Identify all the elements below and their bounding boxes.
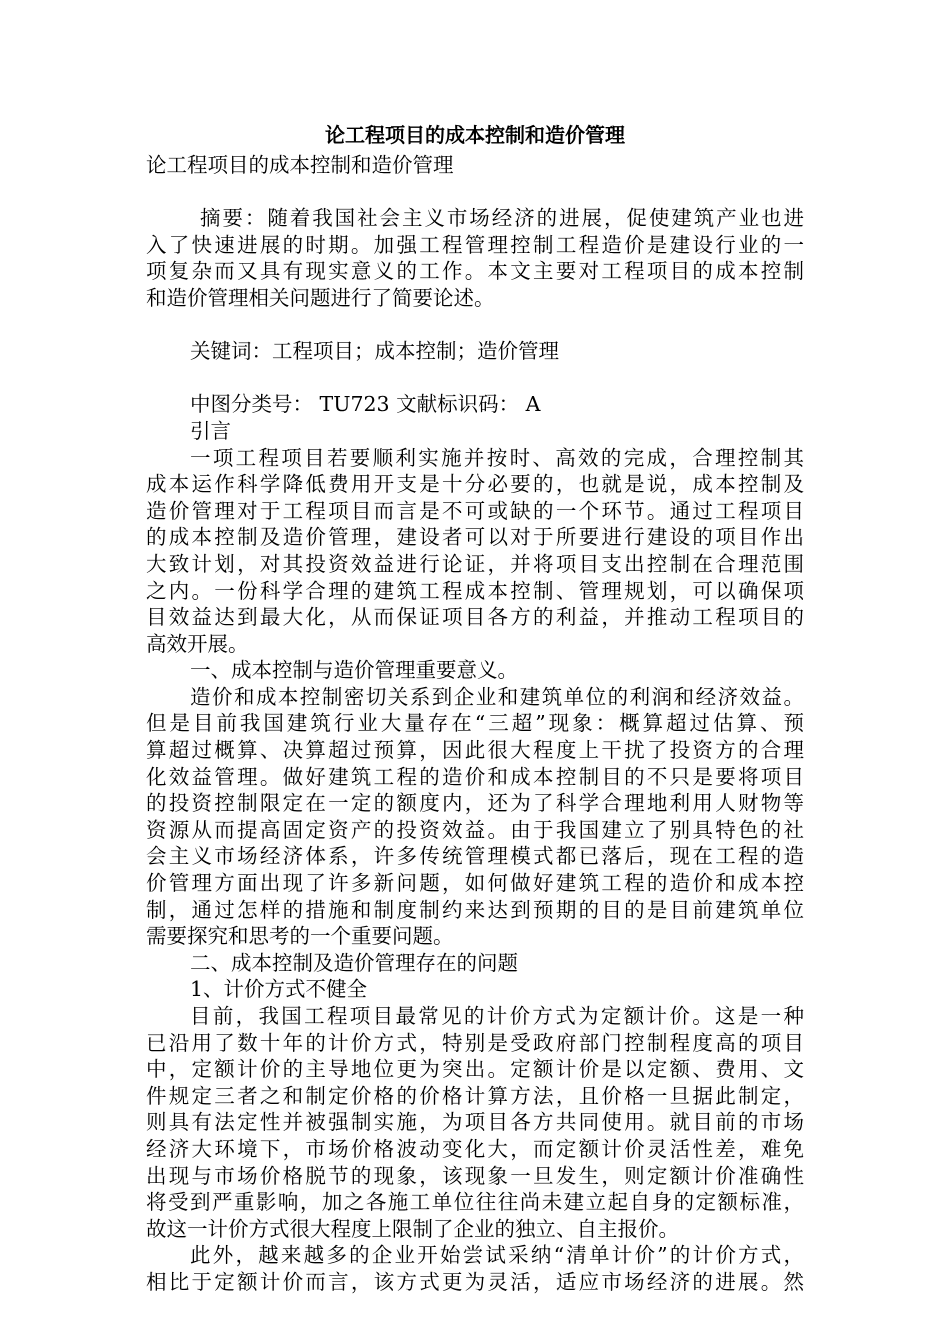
- paragraph-line: 出现与市场价格脱节的现象，该现象一旦发生，则定额计价准确性: [146, 1163, 804, 1188]
- paragraph-line: 的成本控制及造价管理，建设者可以对于所要进行建设的项目作出: [146, 525, 804, 550]
- paragraph-line: 造价管理对于工程项目而言是不可或缺的一个环节。通过工程项目: [146, 498, 804, 523]
- paragraph-line: 摘要：随着我国社会主义市场经济的进展，促使建筑产业也进: [200, 206, 804, 231]
- document-subtitle: 论工程项目的成本控制和造价管理: [146, 153, 454, 177]
- paragraph-line: 将受到严重影响，加之各施工单位往往尚未建立起自身的定额标准，: [146, 1190, 804, 1215]
- paragraph-line: 目效益达到最大化，从而保证项目各方的利益，并推动工程项目的: [146, 605, 804, 630]
- paragraph-line: 需要探究和思考的一个重要问题。: [146, 924, 454, 949]
- subsection1-continued-paragraph: [146, 1242, 804, 1295]
- paragraph-line: 目前，我国工程项目最常见的计价方式为定额计价。这是一种: [190, 1004, 804, 1028]
- intro-heading: 引言: [190, 418, 231, 443]
- blank-line: [146, 365, 804, 392]
- paragraph-line: 算超过概算、决算超过预算，因此很大程度上干扰了投资方的合理: [146, 738, 804, 763]
- paragraph-line: 件规定三者之和制定价格的价格计算方法，且价格一旦据此制定，: [146, 1083, 804, 1108]
- paragraph-line: 的投资控制限定在一定的额度内，还为了科学合理地利用人财物等: [146, 791, 804, 816]
- paragraph-line: 和造价管理相关问题进行了简要论述。: [146, 285, 495, 310]
- paragraph-line: 造价和成本控制密切关系到企业和建筑单位的利润和经济效益。: [190, 684, 804, 709]
- section1-paragraph: [146, 684, 804, 950]
- paragraph-line: 一项工程项目若要顺利实施并按时、高效的完成，合理控制其: [190, 445, 804, 470]
- paragraph-line: 此外，越来越多的企业开始尝试采纳“清单计价”的计价方式，: [190, 1243, 804, 1268]
- paragraph-line: 资源从而提高固定资产的投资效益。由于我国建立了别具特色的社: [146, 817, 804, 842]
- subsection1-paragraph: [146, 1003, 804, 1242]
- paragraph-line: 则具有法定性并被强制实施，为项目各方共同使用。就目前的市场: [146, 1110, 804, 1135]
- subsection-heading: 1、计价方式不健全: [190, 977, 368, 1002]
- keywords-line: 关键词：工程项目；成本控制；造价管理: [190, 339, 559, 364]
- paragraph-line: 价管理方面出现了许多新问题，如何做好建筑工程的造价和成本控: [146, 871, 804, 896]
- paragraph-line: 大致计划，对其投资效益进行论证，并将项目支出控制在合理范围: [146, 551, 804, 576]
- paragraph-line: 项复杂而又具有现实意义的工作。本文主要对工程项目的成本控制: [146, 259, 804, 284]
- paragraph-line: 成本运作科学降低费用开支是十分必要的，也就是说，成本控制及: [146, 472, 804, 497]
- paragraph-line: 会主义市场经济体系，许多传统管理模式都已落后，现在工程的造: [146, 844, 804, 869]
- paragraph-line: 但是目前我国建筑行业大量存在“三超”现象：概算超过估算、预: [146, 711, 804, 736]
- paragraph-line: 相比于定额计价而言，该方式更为灵活，适应市场经济的进展。然: [146, 1269, 804, 1294]
- abstract-paragraph: [146, 205, 804, 311]
- paragraph-line: 入了快速进展的时期。加强工程管理控制工程造价是建设行业的一: [146, 232, 804, 257]
- blank-line: [146, 312, 804, 339]
- paragraph-line: 之内。一份科学合理的建筑工程成本控制、管理规划，可以确保项: [146, 578, 804, 603]
- document-page: [146, 118, 804, 1296]
- section-heading: 一、成本控制与造价管理重要意义。: [190, 658, 518, 683]
- paragraph-line: 已沿用了数十年的计价方式，特别是受政府部门控制程度高的项目: [146, 1030, 804, 1055]
- intro-paragraph: [146, 445, 804, 658]
- paragraph-line: 经济大环境下，市场价格波动变化大，而定额计价灵活性差，难免: [146, 1136, 804, 1161]
- paragraph-line: 中，定额计价的主导地位更为突出。定额计价是以定额、费用、文: [146, 1057, 804, 1082]
- paragraph-line: 化效益管理。做好建筑工程的造价和成本控制目的不只是要将项目: [146, 764, 804, 789]
- document-title: 论工程项目的成本控制和造价管理: [325, 123, 625, 147]
- blank-line: [146, 179, 804, 206]
- classification-line: 中图分类号： TU723 文献标识码： A: [190, 392, 541, 417]
- section-heading: 二、成本控制及造价管理存在的问题: [190, 950, 518, 975]
- paragraph-line: 故这一计价方式很大程度上限制了企业的独立、自主报价。: [146, 1216, 679, 1241]
- paragraph-line: 高效开展。: [146, 631, 249, 656]
- paragraph-line: 制，通过怎样的措施和制度制约来达到预期的目的是目前建筑单位: [146, 897, 804, 922]
